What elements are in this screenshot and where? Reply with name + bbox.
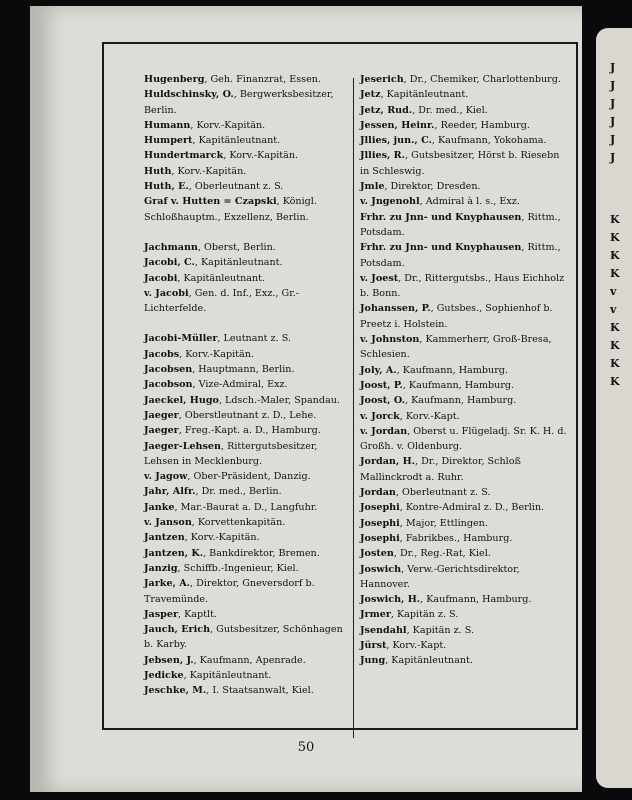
entry-name: Josten (360, 548, 394, 560)
next-page-letter: K (610, 231, 620, 244)
entry-details: , Dr., Direktor, Schloß Mallinckrodt a. Ruhr. (360, 456, 521, 483)
entry-name: Hugenberg (144, 74, 205, 85)
entry-name: Frhr. zu Jnn- und Knyphausen (360, 211, 522, 223)
entry-name: v. Jacobi (144, 287, 189, 299)
entry-details: , Leutnant z. S. (217, 333, 291, 345)
entry-details: , Oberstleutnant z. D., Lehe. (178, 409, 317, 421)
directory-entry (144, 515, 352, 530)
entry-name: Jrmer (360, 609, 391, 621)
directory-entry (360, 623, 568, 638)
entry-details: , Korvettenkapitän. (191, 517, 286, 529)
entry-name: Jacobsen (144, 364, 193, 376)
directory-entry (144, 271, 352, 286)
entry-name: Jaeckel, Hugo (144, 394, 219, 406)
directory-entry (144, 683, 352, 698)
directory-entry (360, 194, 568, 209)
directory-entry (360, 148, 568, 179)
entry-details: , Dr., Rittergutsbs., Haus Eichholz b. Bonn. (360, 272, 565, 300)
entry-name: Jacobi (144, 272, 178, 284)
directory-entry (360, 240, 568, 271)
directory-entry (360, 607, 568, 622)
next-page-letter: K (610, 375, 620, 388)
directory-entry (360, 516, 568, 531)
next-page-letter: K (610, 213, 620, 226)
entry-details: , Gutsbes., Sophienhof b. Preetz i. Holstein. (360, 303, 553, 330)
directory-entry (144, 362, 352, 377)
column-divider (353, 78, 354, 738)
entry-details: , Kontre-Admiral z. D., Berlin. (399, 502, 545, 514)
entry-name: Jantzen, K. (144, 547, 204, 559)
entry-name: Jmle (360, 181, 385, 193)
entry-name: Huldschinsky, O. (144, 89, 234, 101)
entry-name: v. Jorck (360, 410, 400, 422)
entry-name: Janke (144, 501, 175, 513)
next-page-letter: K (610, 267, 620, 280)
directory-entry (360, 653, 568, 668)
entry-details: , Kapitänleutnant. (385, 655, 473, 667)
entry-name: Joswich (360, 563, 402, 575)
entry-details: , Kaufmann, Hamburg. (405, 395, 517, 407)
entry-details: , Hauptmann, Berlin. (192, 364, 295, 376)
entry-details: , Oberst u. Flügeladj. Sr. K. H. d. Großh. v. Oldenburg. (360, 425, 567, 453)
book-page (30, 6, 582, 792)
next-page-letter: K (610, 357, 620, 370)
entry-name: Humann (144, 119, 191, 131)
next-page-letter: v (610, 303, 617, 316)
entry-details: , Ldsch.-Maler, Spandau. (218, 394, 340, 406)
entry-name: Jachmann (144, 241, 198, 253)
entry-name: Jordan, H. (360, 456, 415, 468)
next-page-letter: J (610, 97, 616, 110)
page-frame (102, 42, 578, 730)
directory-entry (144, 500, 352, 515)
entry-name: Jauch, Erich (144, 624, 211, 636)
entry-name: Joswich, H. (360, 594, 421, 606)
entry-name: Huth, E. (144, 181, 189, 193)
entry-details: , Oberst, Berlin. (197, 241, 276, 253)
entry-details: , Bergwerksbesitzer, Berlin. (144, 89, 334, 116)
entry-name: Jaeger-Lehsen (144, 440, 222, 452)
entry-name: Jacobs (144, 348, 180, 360)
entry-details: , Korv.-Kapitän. (179, 348, 254, 360)
entry-name: Joly, A. (360, 364, 397, 376)
entry-details: , Königl. Schloßhauptm., Exzellenz, Berlin. (144, 196, 317, 223)
entry-details: , Ober-Präsident, Danzig. (187, 471, 311, 483)
entry-details: , Gutsbesitzer, Hörst b. Riesebn in Schleswig. (360, 150, 560, 177)
entry-details: , Kaufmann, Hamburg. (396, 364, 508, 376)
next-page-letter: J (610, 79, 616, 92)
directory-entry (144, 408, 352, 423)
entry-name: Jaeger (144, 425, 179, 437)
entry-name: Jebsen, J. (144, 654, 194, 666)
right-column (360, 72, 568, 669)
entry-name: Jeserich (360, 74, 404, 85)
directory-entry (144, 546, 352, 561)
next-page-letter: v (610, 285, 617, 298)
entry-details: , Freg.-Kapt. a. D., Hamburg. (178, 425, 321, 437)
directory-entry (144, 347, 352, 362)
entry-details: , Dr. med., Kiel. (412, 104, 488, 116)
entry-details: , Korv.-Kapt. (399, 410, 460, 422)
entry-name: Johanssen, P. (360, 303, 431, 315)
entry-name: Jantzen (144, 532, 185, 544)
entry-name: Jacobi, C. (144, 257, 195, 269)
entry-details: , Oberleutnant z. S. (395, 487, 491, 499)
entry-details: , Korv.-Kapitän. (184, 532, 260, 544)
directory-entry (144, 622, 352, 653)
directory-entry (360, 87, 568, 102)
entry-name: Jsendahl (360, 624, 407, 636)
directory-entry (144, 331, 352, 346)
directory-entry (360, 546, 568, 561)
entry-details: , Kapitänleutnant. (177, 272, 266, 284)
directory-entry (144, 118, 352, 133)
entry-details: , Rittm., Potsdam. (360, 242, 561, 269)
entry-details: , Kaufmann, Hamburg. (420, 594, 532, 606)
entry-name: Jedicke (144, 669, 184, 681)
directory-entry (144, 393, 352, 408)
entry-details: , Kapitänleutnant. (380, 89, 469, 101)
entry-name: Joost, O. (360, 395, 405, 407)
entry-details: , Dr. med., Berlin. (195, 486, 282, 498)
entry-details: , Fabrikbes., Hamburg. (399, 532, 513, 544)
entry-details: , Kaufmann, Yokohama. (431, 135, 547, 147)
directory-entry (144, 87, 352, 118)
directory-entry (144, 377, 352, 392)
entry-details: , Korv.-Kapitän. (223, 150, 299, 162)
entry-name: Joost, P. (360, 379, 403, 391)
entry-name: Jessen, Heinr. (360, 119, 435, 131)
entry-name: Josephi (360, 532, 400, 544)
entry-details: , Schiffb.-Ingenieur, Kiel. (177, 562, 299, 574)
entry-details: , Kapitänleutnant. (183, 669, 272, 681)
directory-entry (144, 439, 352, 470)
directory-entry (360, 562, 568, 593)
directory-entry (360, 531, 568, 546)
entry-name: Jürst (360, 639, 387, 651)
directory-entry (360, 332, 568, 363)
entry-name: Jllies, jun., C. (360, 135, 432, 147)
entry-details: , Oberleutnant z. S. (188, 181, 284, 193)
entry-name: Frhr. zu Jnn- und Knyphausen (360, 242, 522, 254)
entry-details: , Vize-Admiral, Exz. (192, 379, 288, 391)
entry-name: Jllies, R. (360, 150, 405, 162)
entry-name: v. Joest (360, 272, 399, 284)
directory-entry (360, 424, 568, 455)
directory-entry (144, 148, 352, 163)
entry-details: , Major, Ettlingen. (399, 517, 488, 529)
entry-name: Jetz, Rud. (360, 104, 413, 116)
directory-entry (144, 530, 352, 545)
entry-details: , Dr., Chemiker, Charlottenburg. (403, 74, 561, 85)
next-page-letter: J (610, 115, 616, 128)
directory-entry (144, 469, 352, 484)
entry-name: Jacobi-Müller (144, 333, 218, 345)
adjacent-page-edge (596, 28, 632, 788)
directory-entry (144, 179, 352, 194)
entry-name: Graf v. Hutten = Czapski (144, 196, 277, 208)
directory-entry (144, 423, 352, 438)
next-page-letter: K (610, 339, 620, 352)
entry-name: Jacobson (144, 379, 193, 391)
entry-name: Jasper (144, 608, 179, 620)
directory-entry (360, 409, 568, 424)
entry-name: v. Jngenohl (360, 196, 420, 208)
entry-details: , Gutsbesitzer, Schönhagen b. Karby. (144, 624, 343, 651)
entry-details: , Verw.-Gerichtsdirektor, Hannover. (360, 563, 520, 590)
entry-name: v. Jagow (144, 471, 188, 483)
entry-details: , Gen. d. Inf., Exz., Gr.-Lichterfelde. (144, 287, 300, 315)
next-page-letter: K (610, 249, 620, 262)
entry-details: , Geh. Finanzrat, Essen. (204, 74, 321, 85)
directory-entry (360, 179, 568, 194)
directory-entry (360, 271, 568, 302)
directory-entry (144, 164, 352, 179)
entry-details: , Kammerherr, Groß-Bresa, Schlesien. (360, 334, 552, 361)
entry-name: Jarke, A. (144, 578, 191, 590)
entry-details: , Direktor, Gneversdorf b. Travemünde. (144, 578, 315, 605)
entry-name: v. Janson (144, 517, 192, 529)
directory-entry (360, 301, 568, 332)
next-page-letter: J (610, 133, 616, 146)
directory-entry (360, 118, 568, 133)
next-page-letter: K (610, 321, 620, 334)
next-page-letter: J (610, 61, 616, 74)
directory-entry (360, 454, 568, 485)
entry-details: , Kaptlt. (178, 608, 217, 620)
entry-details: , Kapitänleutnant. (194, 257, 283, 269)
directory-entry (144, 653, 352, 668)
left-column (144, 72, 352, 699)
directory-entry (144, 484, 352, 499)
next-page-letter: J (610, 151, 616, 164)
entry-details: , Korv.-Kapitän. (171, 165, 247, 177)
directory-entry (360, 638, 568, 653)
entry-name: Hundertmarck (144, 150, 224, 162)
entry-name: v. Jordan (360, 425, 408, 437)
directory-entry (144, 133, 352, 148)
entry-details: , Kaufmann, Apenrade. (193, 654, 306, 666)
directory-entry (360, 485, 568, 500)
entry-details: , Kapitän z. S. (390, 609, 459, 621)
directory-entry (360, 133, 568, 148)
entry-details: , Kapitän z. S. (406, 624, 475, 636)
entry-name: Janzig (144, 562, 178, 574)
entry-details: , I. Staatsanwalt, Kiel. (206, 685, 314, 697)
entry-name: Jung (360, 655, 386, 667)
directory-entry (360, 210, 568, 241)
entry-name: Huth (144, 165, 172, 177)
directory-entry (360, 378, 568, 393)
directory-entry (144, 255, 352, 270)
entry-details: , Kapitänleutnant. (192, 135, 281, 147)
directory-entry (144, 576, 352, 607)
entry-details: , Bankdirektor, Bremen. (203, 547, 320, 559)
directory-entry (144, 194, 352, 225)
directory-entry (144, 72, 352, 87)
entry-name: Jahr, Alfr. (144, 486, 196, 498)
entry-details: , Mar.-Baurat a. D., Langfuhr. (174, 501, 318, 513)
entry-details: , Admiral à l. s., Exz. (419, 196, 520, 208)
entry-name: Jeschke, M. (144, 685, 207, 697)
entry-details: , Korv.-Kapt. (386, 639, 447, 651)
entry-details: , Direktor, Dresden. (384, 181, 481, 193)
directory-entry (360, 592, 568, 607)
directory-entry (360, 72, 568, 87)
directory-entry (360, 500, 568, 515)
entry-details: , Kaufmann, Hamburg. (402, 379, 515, 391)
directory-entry (144, 561, 352, 576)
directory-entry (360, 103, 568, 118)
directory-entry (144, 286, 352, 317)
directory-entry (144, 240, 352, 255)
entry-name: Josephi (360, 517, 400, 529)
directory-entry (360, 363, 568, 378)
entry-name: Josephi (360, 502, 400, 514)
entry-details: , Rittm., Potsdam. (360, 211, 561, 238)
entry-details: , Rittergutsbesitzer, Lehsen in Mecklenburg. (144, 440, 318, 467)
directory-entry (144, 668, 352, 683)
entry-name: Jaeger (144, 409, 179, 421)
entry-name: Humpert (144, 135, 193, 147)
entry-name: v. Johnston (360, 334, 420, 346)
entry-details: , Dr., Reg.-Rat, Kiel. (393, 548, 491, 560)
entry-details: , Korv.-Kapitän. (190, 119, 266, 131)
directory-entry (144, 607, 352, 622)
directory-entry (360, 393, 568, 408)
entry-name: Jordan (360, 487, 396, 499)
entry-name: Jetz (360, 89, 381, 101)
entry-details: , Reeder, Hamburg. (434, 119, 530, 131)
page-number: 50 (297, 740, 315, 755)
